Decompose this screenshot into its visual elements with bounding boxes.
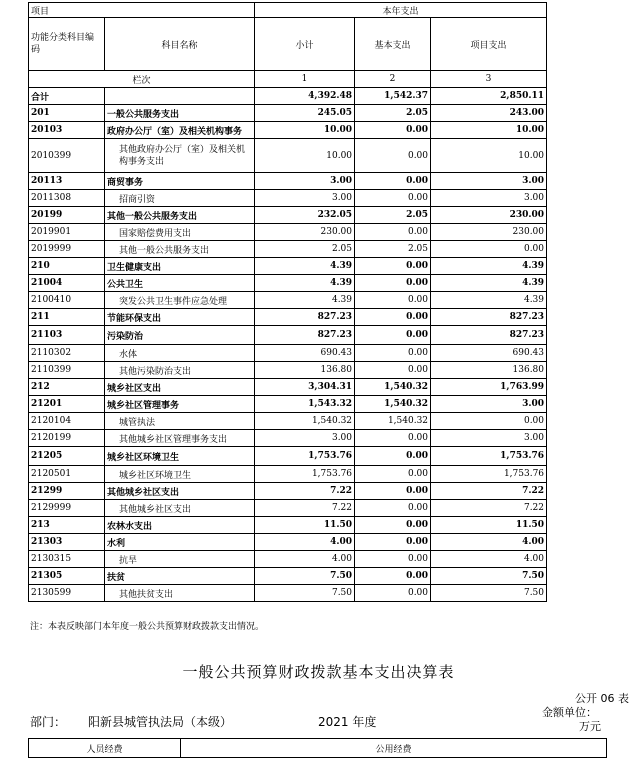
cell-code: 20113 [29,173,105,190]
cell-item: 230.00 [431,207,547,224]
cell-item: 3.00 [431,190,547,207]
cell-code: 21201 [29,396,105,413]
header-code: 功能分类科目编码 [29,18,105,71]
table-row [29,500,547,517]
cell-name: 城管执法 [105,413,255,430]
cell-name: 突发公共卫生事件应急处理 [105,292,255,309]
cell-name: 卫生健康支出 [105,258,255,275]
table-row [29,362,547,379]
cell-subtotal: 827.23 [255,309,355,326]
cell-subtotal: 1,543.32 [255,396,355,413]
cell-basic: 0.00 [355,173,431,190]
cell-basic: 0.00 [355,551,431,568]
cell-name: 城乡社区支出 [105,379,255,396]
cell-item: 3.00 [431,430,547,447]
cell-item: 136.80 [431,362,547,379]
cell-subtotal: 4,392.48 [255,88,355,105]
basic-expense-table [28,738,607,758]
cell-name: 水利 [105,534,255,551]
cell-name: 一般公共服务支出 [105,105,255,122]
header-basic: 基本支出 [355,18,431,71]
cell-basic: 0.00 [355,224,431,241]
cell-basic: 1,540.32 [355,413,431,430]
header-n2: 2 [355,71,431,88]
cell-code: 21205 [29,447,105,466]
cell-item: 7.50 [431,585,547,602]
cell-code: 211 [29,309,105,326]
table-row [29,207,547,224]
cell-name: 招商引资 [105,190,255,207]
header-row-order: 栏次 [29,71,255,88]
cell-basic: 0.00 [355,534,431,551]
cell-name: 扶贫 [105,568,255,585]
cell-basic: 0.00 [355,190,431,207]
table-row [29,173,547,190]
cell-subtotal: 7.22 [255,500,355,517]
cell-code: 210 [29,258,105,275]
cell-code: 2120104 [29,413,105,430]
cell-subtotal: 4.00 [255,534,355,551]
cell-subtotal: 4.39 [255,258,355,275]
cell-basic: 0.00 [355,517,431,534]
cell-subtotal: 7.22 [255,483,355,500]
cell-basic: 0.00 [355,292,431,309]
cell-name: 水体 [105,345,255,362]
header-personnel: 人员经费 [29,739,181,758]
cell-subtotal: 1,753.76 [255,447,355,466]
table-row [29,483,547,500]
cell-subtotal: 3.00 [255,190,355,207]
cell-item: 10.00 [431,122,547,139]
section-title: 一般公共预算财政拨款基本支出决算表 [182,663,455,681]
cell-code: 合计 [29,88,105,105]
cell-name: 政府办公厅（室）及相关机构事务 [105,122,255,139]
cell-item: 3.00 [431,396,547,413]
cell-code: 2010399 [29,139,105,173]
cell-basic: 2.05 [355,105,431,122]
form-number: 公开 06 表 [575,692,629,705]
table-row [29,292,547,309]
cell-name: 国家赔偿费用支出 [105,224,255,241]
cell-subtotal: 1,753.76 [255,466,355,483]
header-item: 项目支出 [431,18,547,71]
table-row [29,568,547,585]
fiscal-year: 2021 年度 [318,715,377,729]
table-row [29,275,547,292]
cell-item: 3.00 [431,173,547,190]
table-row [29,534,547,551]
cell-basic: 0.00 [355,122,431,139]
cell-subtotal: 2.05 [255,241,355,258]
cell-basic: 0.00 [355,585,431,602]
cell-item: 4.39 [431,292,547,309]
cell-code: 2129999 [29,500,105,517]
cell-item: 1,753.76 [431,447,547,466]
unit-label: 金额单位： [542,706,597,719]
cell-item: 230.00 [431,224,547,241]
cell-basic: 0.00 [355,362,431,379]
header-year-expense: 本年支出 [255,3,547,18]
table-row [29,224,547,241]
cell-name: 其他城乡社区支出 [105,483,255,500]
cell-code: 21004 [29,275,105,292]
cell-name: 其他扶贫支出 [105,585,255,602]
table-row [29,326,547,345]
table-row [29,139,547,173]
cell-item: 4.39 [431,275,547,292]
cell-subtotal: 7.50 [255,585,355,602]
cell-code: 2120199 [29,430,105,447]
cell-basic: 0.00 [355,139,431,173]
table-row [29,517,547,534]
cell-code: 2019901 [29,224,105,241]
header-public: 公用经费 [181,739,607,758]
table-row [29,258,547,275]
cell-item: 827.23 [431,309,547,326]
cell-code: 2110302 [29,345,105,362]
cell-subtotal: 1,540.32 [255,413,355,430]
cell-item: 243.00 [431,105,547,122]
header-project: 项目 [29,3,255,18]
cell-item: 7.50 [431,568,547,585]
cell-name: 其他污染防治支出 [105,362,255,379]
cell-subtotal: 230.00 [255,224,355,241]
cell-name: 城乡社区环境卫生 [105,447,255,466]
cell-code: 20199 [29,207,105,224]
cell-basic: 0.00 [355,309,431,326]
cell-item: 4.00 [431,534,547,551]
cell-item: 0.00 [431,241,547,258]
cell-basic: 0.00 [355,326,431,345]
cell-name: 其他一般公共服务支出 [105,207,255,224]
cell-code: 2130315 [29,551,105,568]
cell-basic: 0.00 [355,500,431,517]
table-note: 注：本表反映部门本年度一般公共预算财政拨款支出情况。 [30,622,265,632]
table-row [29,309,547,326]
cell-name: 农林水支出 [105,517,255,534]
cell-name: 节能环保支出 [105,309,255,326]
department [30,713,232,730]
cell-subtotal: 245.05 [255,105,355,122]
table-row [29,396,547,413]
expense-table [28,2,547,602]
cell-subtotal: 3,304.31 [255,379,355,396]
cell-item: 0.00 [431,413,547,430]
cell-basic: 0.00 [355,430,431,447]
table-row [29,551,547,568]
cell-basic: 2.05 [355,241,431,258]
cell-subtotal: 232.05 [255,207,355,224]
header-n3: 3 [431,71,547,88]
cell-name: 城乡社区环境卫生 [105,466,255,483]
cell-code: 2130599 [29,585,105,602]
cell-code: 20103 [29,122,105,139]
cell-item: 827.23 [431,326,547,345]
table-row [29,190,547,207]
table-row [29,105,547,122]
cell-basic: 1,540.32 [355,379,431,396]
cell-name [105,88,255,105]
cell-name: 城乡社区管理事务 [105,396,255,413]
cell-subtotal: 4.39 [255,292,355,309]
cell-subtotal: 11.50 [255,517,355,534]
cell-subtotal: 827.23 [255,326,355,345]
department-label: 部门： [30,715,67,729]
cell-item: 1,753.76 [431,466,547,483]
cell-subtotal: 10.00 [255,122,355,139]
cell-item: 2,850.11 [431,88,547,105]
cell-name: 抗旱 [105,551,255,568]
cell-item: 10.00 [431,139,547,173]
cell-item: 7.22 [431,500,547,517]
cell-code: 21305 [29,568,105,585]
cell-name: 污染防治 [105,326,255,345]
cell-basic: 0.00 [355,275,431,292]
cell-subtotal: 4.00 [255,551,355,568]
cell-code: 2019999 [29,241,105,258]
table-row [29,413,547,430]
table-row [29,447,547,466]
cell-item: 1,763.99 [431,379,547,396]
unit-value: 万元 [579,720,601,733]
cell-name: 商贸事务 [105,173,255,190]
cell-subtotal: 10.00 [255,139,355,173]
table-row [29,241,547,258]
cell-name: 其他城乡社区管理事务支出 [105,430,255,447]
cell-code: 2110399 [29,362,105,379]
header-n1: 1 [255,71,355,88]
cell-item: 690.43 [431,345,547,362]
cell-code: 213 [29,517,105,534]
table-row [29,430,547,447]
cell-code: 21299 [29,483,105,500]
cell-subtotal: 690.43 [255,345,355,362]
cell-code: 2011308 [29,190,105,207]
cell-item: 4.00 [431,551,547,568]
cell-subtotal: 3.00 [255,173,355,190]
cell-basic: 0.00 [355,466,431,483]
header-name: 科目名称 [105,18,255,71]
cell-basic: 2.05 [355,207,431,224]
cell-subtotal: 136.80 [255,362,355,379]
cell-code: 2100410 [29,292,105,309]
cell-basic: 0.00 [355,345,431,362]
cell-basic: 0.00 [355,568,431,585]
cell-name: 其他一般公共服务支出 [105,241,255,258]
header-subtotal: 小计 [255,18,355,71]
cell-code: 21303 [29,534,105,551]
cell-basic: 0.00 [355,447,431,466]
cell-basic: 1,542.37 [355,88,431,105]
cell-name: 其他城乡社区支出 [105,500,255,517]
cell-basic: 0.00 [355,483,431,500]
cell-item: 4.39 [431,258,547,275]
table-row [29,585,547,602]
table-row [29,466,547,483]
cell-subtotal: 3.00 [255,430,355,447]
cell-subtotal: 4.39 [255,275,355,292]
cell-code: 201 [29,105,105,122]
table-row [29,122,547,139]
table-row [29,345,547,362]
table-row [29,379,547,396]
cell-name: 其他政府办公厅（室）及相关机构事务支出 [105,139,255,173]
cell-item: 11.50 [431,517,547,534]
cell-basic: 1,540.32 [355,396,431,413]
cell-code: 21103 [29,326,105,345]
cell-name: 公共卫生 [105,275,255,292]
cell-basic: 0.00 [355,258,431,275]
cell-code: 212 [29,379,105,396]
cell-subtotal: 7.50 [255,568,355,585]
department-value: 阳新县城管执法局（本级） [88,715,233,729]
cell-item: 7.22 [431,483,547,500]
cell-code: 2120501 [29,466,105,483]
table-row [29,88,547,105]
